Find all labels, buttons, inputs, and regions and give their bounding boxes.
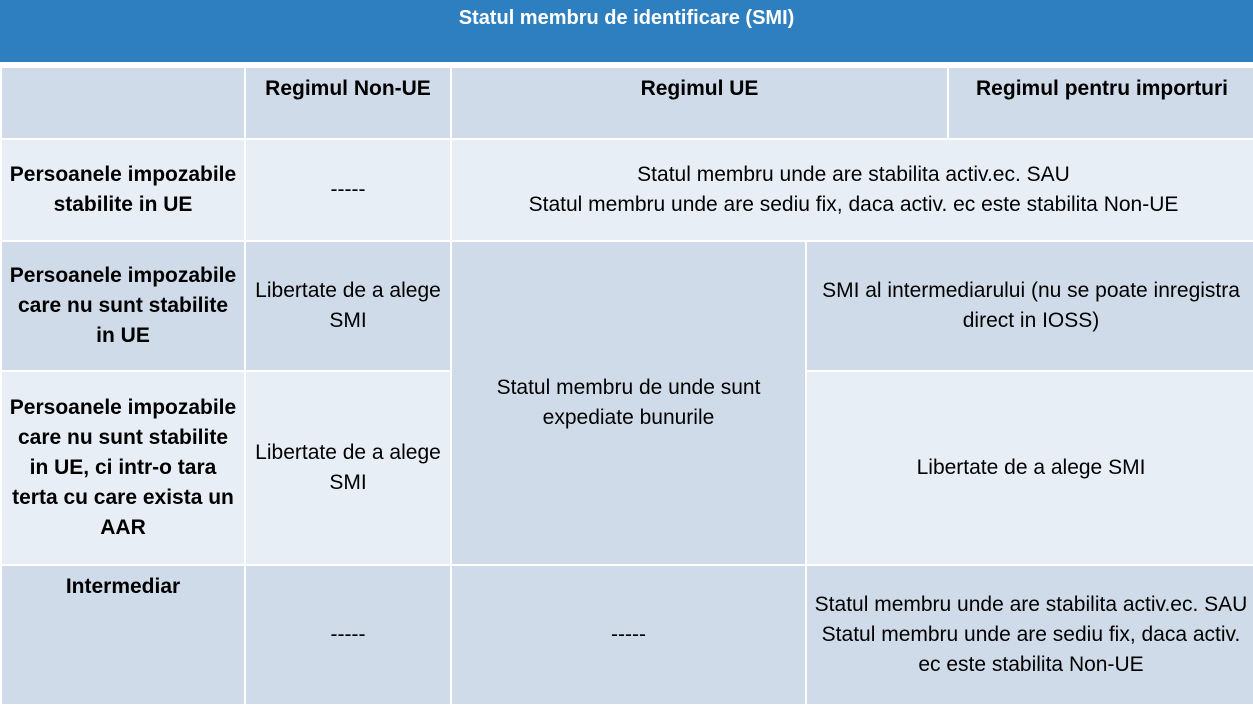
title-bar [0, 0, 1253, 62]
row-label: Intermediar [1, 565, 245, 705]
table-row [1, 241, 1253, 371]
header-empty-cell [1, 67, 245, 139]
cell-non-ue: ----- [245, 139, 451, 241]
cell-imports: Libertate de a alege SMI [806, 371, 1253, 565]
cell-merged-ue-imports: Statul membru unde are stabilita activ.ec. SAU Statul membru unde are sediu fix, daca activ. ec este stabilita Non-UE [451, 139, 1253, 241]
table-row [1, 565, 1253, 705]
header-row [1, 67, 1253, 139]
cell-non-ue: ----- [245, 565, 451, 705]
cell-non-ue: Libertate de a alege SMI [245, 371, 451, 565]
cell-imports: Statul membru unde are stabilita activ.ec. SAU Statul membru unde are sediu fix, daca activ. ec este stabilita Non-UE [806, 565, 1253, 705]
header-ue: Regimul UE [451, 67, 948, 139]
cell-ue-shared: Statul membru de unde sunt expediate bunurile [451, 241, 806, 565]
row-label: Persoanele impozabile stabilite in UE [1, 139, 245, 241]
cell-ue: ----- [451, 565, 806, 705]
smi-table [0, 66, 1253, 706]
table-row [1, 139, 1253, 241]
cell-imports: SMI al intermediarului (nu se poate inregistra direct in IOSS) [806, 241, 1253, 371]
row-label: Persoanele impozabile care nu sunt stabilite in UE, ci intr-o tara terta cu care exista un AAR [1, 371, 245, 565]
row-label: Persoanele impozabile care nu sunt stabilite in UE [1, 241, 245, 371]
header-imports: Regimul pentru importuri [948, 67, 1253, 139]
page-title: Statul membru de identificare (SMI) [458, 7, 795, 29]
cell-non-ue: Libertate de a alege SMI [245, 241, 451, 371]
header-non-ue: Regimul Non-UE [245, 67, 451, 139]
